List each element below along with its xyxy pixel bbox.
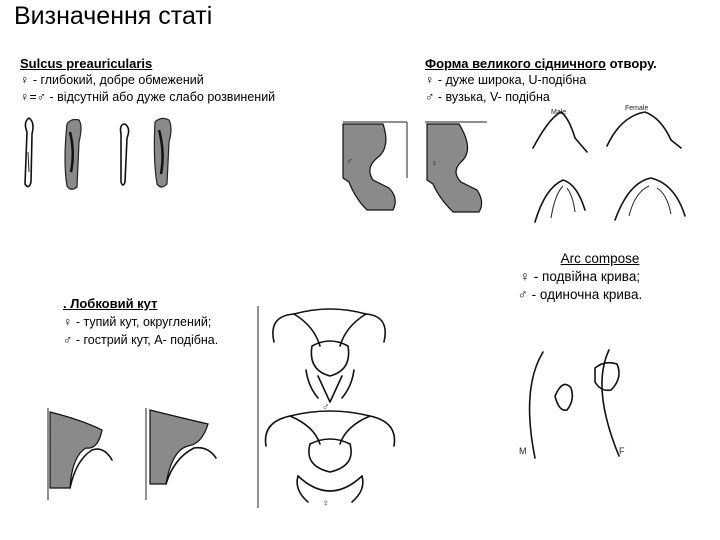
pelvis-male xyxy=(273,309,385,413)
arc-bone-male xyxy=(555,384,572,410)
pubic-bone-figures xyxy=(42,400,242,500)
notch-pelvis-female xyxy=(427,124,482,212)
sulcus-both-text: ♀=♂ - відсутній або дуже слабо розвинений xyxy=(20,90,276,104)
notch-label-male: Male xyxy=(551,109,567,116)
arc-bone-female xyxy=(595,363,619,391)
arc-heading: Arc compose xyxy=(560,251,640,266)
pubic-male-text: ♂ - гострий кут, А- подібна. xyxy=(63,333,219,347)
notch-curve-figures xyxy=(525,100,700,235)
pubic-pelvis-figures xyxy=(258,306,403,508)
arc-label-f: F xyxy=(619,446,625,456)
notch-heading: Форма великого сідничного отвору. xyxy=(425,56,657,71)
pelvis-female-symbol: ♀ xyxy=(322,498,330,509)
arc-male-text: ♂ - одиночна крива. xyxy=(517,287,643,302)
notch-arch-male xyxy=(535,180,585,222)
notch-label-female: Female xyxy=(625,105,649,112)
notch-curve-female xyxy=(607,112,681,148)
pelvis-female xyxy=(266,411,395,509)
notch-arch-female xyxy=(615,178,685,220)
pelvis-male-symbol: ♂ xyxy=(322,402,330,413)
pubic-heading: . Лобковий кут xyxy=(63,296,158,311)
sulcus-bone-3 xyxy=(121,124,129,185)
sulcus-bone-1 xyxy=(25,118,33,187)
page-title: Визначення статі xyxy=(14,2,213,30)
arc-curve-female xyxy=(602,350,619,456)
arc-figure xyxy=(515,348,640,463)
notch-female-symbol: ♀ xyxy=(431,158,438,168)
notch-pelvis-figures xyxy=(343,118,503,213)
notch-female-text: ♀ - дуже широка, U-подібна xyxy=(425,73,587,87)
arc-curve-male xyxy=(530,352,543,458)
notch-curve-male xyxy=(533,112,587,152)
sulcus-figures xyxy=(15,112,185,197)
pubic-female-text: ♀ - тупий кут, округлений; xyxy=(63,315,212,329)
arc-female-text: ♀ - подвійна крива; xyxy=(519,269,641,284)
notch-male-text: ♂ - вузька, V- подібна xyxy=(425,90,550,104)
sulcus-heading: Sulcus preauricularis xyxy=(20,56,153,71)
notch-pelvis-male xyxy=(343,124,395,210)
notch-male-symbol: ♂ xyxy=(346,156,353,166)
sulcus-female-text: ♀ - глибокий, добре обмежений xyxy=(20,73,204,87)
arc-label-m: M xyxy=(519,446,527,456)
